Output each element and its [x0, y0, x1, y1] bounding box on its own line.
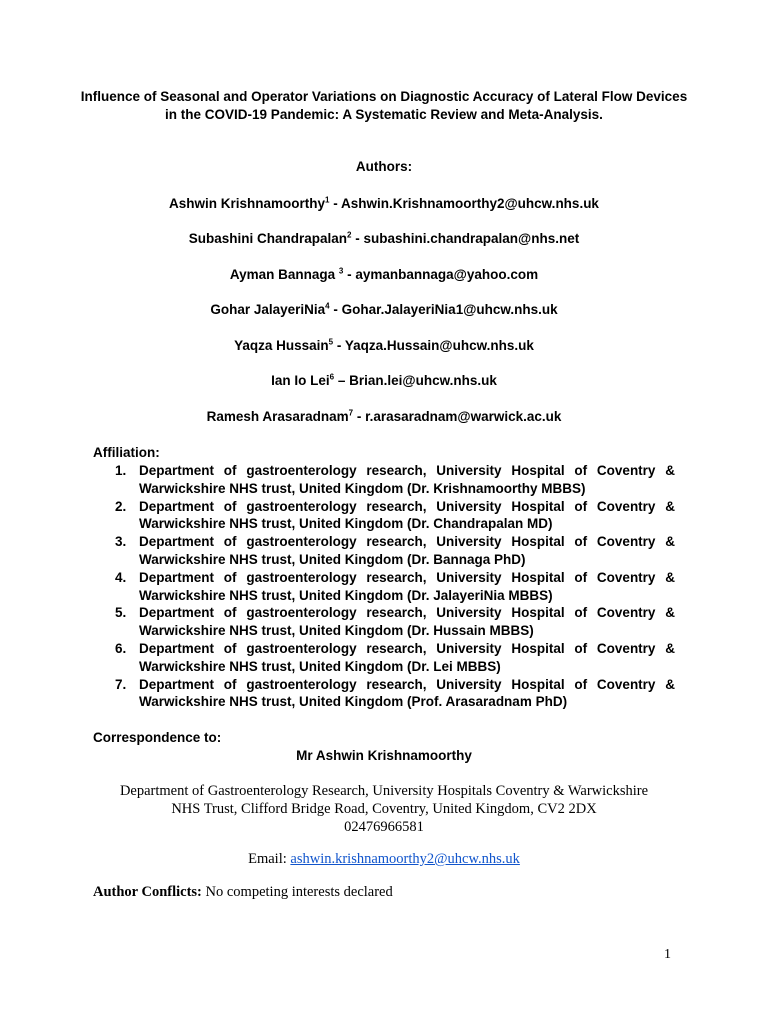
- affiliation-text: Department of gastroenterology research, University Hospital of Coventry & Warwickshire NHS trust, United Kingdom (Dr. Lei MBBS): [139, 640, 675, 674]
- author-email: Brian.lei@uhcw.nhs.uk: [349, 373, 497, 388]
- affiliation-number: 2.: [115, 498, 127, 514]
- affiliation-text: Department of gastroenterology research, University Hospital of Coventry & Warwickshire NHS trust, United Kingdom (Dr. JalayeriNia MBBS): [139, 569, 675, 603]
- conflicts-label: Author Conflicts:: [93, 884, 202, 900]
- email-label: Email:: [248, 851, 291, 867]
- author-affiliation-number: 6: [329, 372, 335, 382]
- author-email: r.arasaradnam@warwick.ac.uk: [365, 409, 562, 424]
- author-name: Subashini Chandrapalan: [188, 231, 348, 246]
- author-line: [0, 338, 768, 353]
- affiliation-text: Department of gastroenterology research, University Hospital of Coventry & Warwickshire NHS trust, United Kingdom (Dr. Chandrapalan MD): [139, 498, 675, 532]
- author-affiliation-number: 3: [338, 266, 344, 276]
- author-line: [0, 267, 768, 282]
- affiliation-list: [93, 462, 675, 711]
- author-affiliation-number: 5: [328, 337, 334, 347]
- affiliation-item: [93, 498, 675, 534]
- affiliation-number: 5.: [115, 605, 127, 621]
- address-line: NHS Trust, Clifford Bridge Road, Coventry, United Kingdom, CV2 2DX: [171, 801, 597, 817]
- affiliation-number: 7.: [115, 676, 127, 692]
- affiliation-text: Department of gastroenterology research, University Hospital of Coventry & Warwickshire NHS trust, United Kingdom (Dr. Krishnamoorthy MBBS): [139, 463, 675, 496]
- author-conflicts: [93, 884, 393, 901]
- affiliation-number: 3.: [115, 534, 127, 550]
- author-line: [0, 231, 768, 246]
- affiliation-item: [93, 569, 675, 605]
- author-separator: -: [329, 302, 342, 317]
- author-name: Ayman Bannaga: [229, 267, 339, 282]
- affiliation-text: Department of gastroenterology research, University Hospital of Coventry & Warwickshire NHS trust, United Kingdom (Dr. Hussain MBBS): [139, 605, 675, 639]
- author-separator: -: [351, 231, 364, 246]
- author-line: [0, 196, 768, 211]
- author-separator: -: [353, 409, 366, 424]
- author-separator: -: [333, 338, 345, 353]
- correspondence-heading: Correspondence to:: [93, 730, 222, 745]
- author-email: aymanbannaga@yahoo.com: [355, 267, 539, 282]
- phone-number: 02476966581: [344, 819, 424, 835]
- email-line: [0, 851, 768, 868]
- conflicts-text: No competing interests declared: [201, 884, 393, 900]
- author-name: Yaqza Hussain: [234, 338, 329, 353]
- affiliation-item: [93, 533, 675, 569]
- correspondence-name: Mr Ashwin Krishnamoorthy: [296, 748, 472, 763]
- author-affiliation-number: 1: [325, 195, 330, 205]
- address-line: Department of Gastroenterology Research, University Hospitals Coventry & Warwickshire: [119, 783, 649, 799]
- page-number: 1: [664, 947, 671, 962]
- author-affiliation-number: 2: [347, 230, 352, 240]
- paper-title: Influence of Seasonal and Operator Variations on Diagnostic Accuracy of Lateral Flow Devices in the COVID-19 Pandemic: A Systematic Review and Meta-Analysis.: [80, 89, 688, 122]
- author-line: [0, 302, 768, 317]
- affiliation-item: [93, 676, 675, 712]
- author-separator: -: [343, 267, 356, 282]
- author-name: Gohar JalayeriNia: [210, 302, 326, 317]
- affiliation-item: [93, 604, 675, 640]
- author-separator: –: [334, 373, 350, 388]
- author-email: Ashwin.Krishnamoorthy2@uhcw.nhs.uk: [341, 196, 599, 211]
- author-email: Gohar.JalayeriNia1@uhcw.nhs.uk: [341, 302, 558, 317]
- author-line: [0, 409, 768, 424]
- email-link[interactable]: ashwin.krishnamoorthy2@uhcw.nhs.uk: [290, 851, 520, 867]
- affiliation-item: [93, 462, 675, 498]
- author-affiliation-number: 4: [325, 301, 330, 311]
- author-name: Ashwin Krishnamoorthy: [169, 196, 326, 211]
- affiliation-number: 4.: [115, 569, 127, 585]
- author-name: Ramesh Arasaradnam: [206, 409, 349, 424]
- author-name: Ian Io Lei: [271, 373, 330, 388]
- affiliation-text: Department of gastroenterology research, University Hospital of Coventry & Warwickshire NHS trust, United Kingdom (Dr. Bannaga PhD): [139, 534, 675, 567]
- affiliation-heading: Affiliation:: [93, 445, 160, 460]
- author-email: subashini.chandrapalan@nhs.net: [363, 231, 580, 246]
- author-line: [0, 373, 768, 388]
- affiliation-number: 6.: [115, 640, 127, 656]
- authors-heading: Authors:: [355, 159, 413, 174]
- affiliation-text: Department of gastroenterology research, University Hospital of Coventry & Warwickshire NHS trust, United Kingdom (Prof. Arasaradnam PhD): [139, 676, 675, 710]
- correspondence-address: [0, 782, 768, 836]
- affiliation-number: 1.: [115, 463, 127, 478]
- author-email: Yaqza.Hussain@uhcw.nhs.uk: [344, 338, 534, 353]
- author-separator: -: [329, 196, 341, 211]
- affiliation-item: [93, 640, 675, 676]
- author-affiliation-number: 7: [348, 408, 354, 418]
